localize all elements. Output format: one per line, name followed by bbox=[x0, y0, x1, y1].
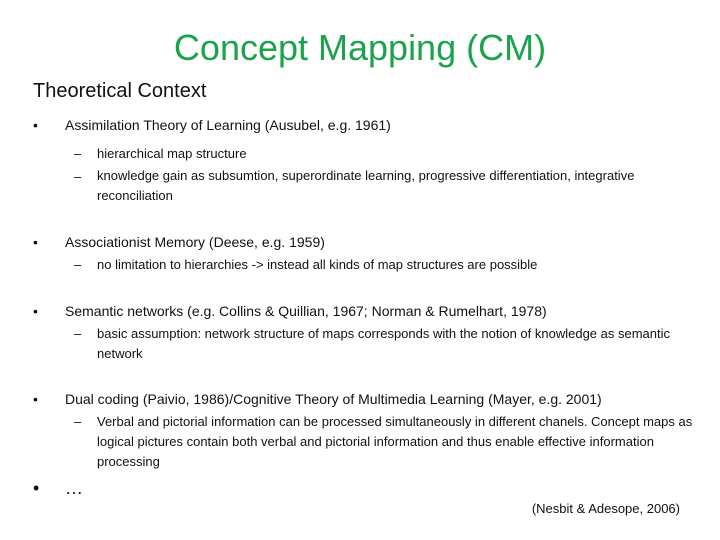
sub-bullet-text: knowledge gain as subsumtion, superordinate learning, progressive differentiation, integrative reconciliation bbox=[97, 168, 635, 203]
dash: – bbox=[74, 146, 82, 161]
dash: – bbox=[74, 326, 82, 341]
bullet-main-text: Dual coding (Paivio, 1986)/Cognitive Theory of Multimedia Learning (Mayer, e.g. 2001) bbox=[65, 391, 602, 407]
citation: (Nesbit & Adesope, 2006) bbox=[531, 501, 680, 516]
bullet-main-text: Semantic networks (e.g. Collins & Quillian, 1967; Norman & Rumelhart, 1978) bbox=[65, 303, 547, 319]
bullet-main-text: Associationist Memory (Deese, e.g. 1959) bbox=[65, 234, 325, 250]
dash: – bbox=[74, 414, 82, 429]
dash: – bbox=[74, 257, 82, 272]
bullet-main-text: Assimilation Theory of Learning (Ausubel, e.g. 1961) bbox=[65, 117, 391, 133]
slide-subtitle: Theoretical Context bbox=[33, 80, 207, 102]
slide-title: Concept Mapping (CM) bbox=[173, 27, 547, 68]
bullet: • bbox=[33, 117, 38, 133]
bullet: • bbox=[33, 234, 38, 250]
ellipsis-text: … bbox=[65, 478, 83, 498]
bullet: • bbox=[33, 303, 38, 319]
bullet: • bbox=[33, 391, 38, 407]
sub-bullet-text: basic assumption: network structure of maps corresponds with the notion of knowledge as semantic network bbox=[97, 326, 671, 361]
sub-bullet-text: Verbal and pictorial information can be processed simultaneously in different chanels. Concept maps as logical pictures contain both verbal and pictorial information and thus enable effective information processing bbox=[97, 414, 693, 469]
dash: – bbox=[74, 169, 82, 184]
sub-bullet-text: hierarchical map structure bbox=[97, 146, 247, 161]
sub-bullet-text: no limitation to hierarchies -> instead all kinds of map structures are possible bbox=[97, 257, 538, 272]
bullet: • bbox=[33, 478, 40, 498]
